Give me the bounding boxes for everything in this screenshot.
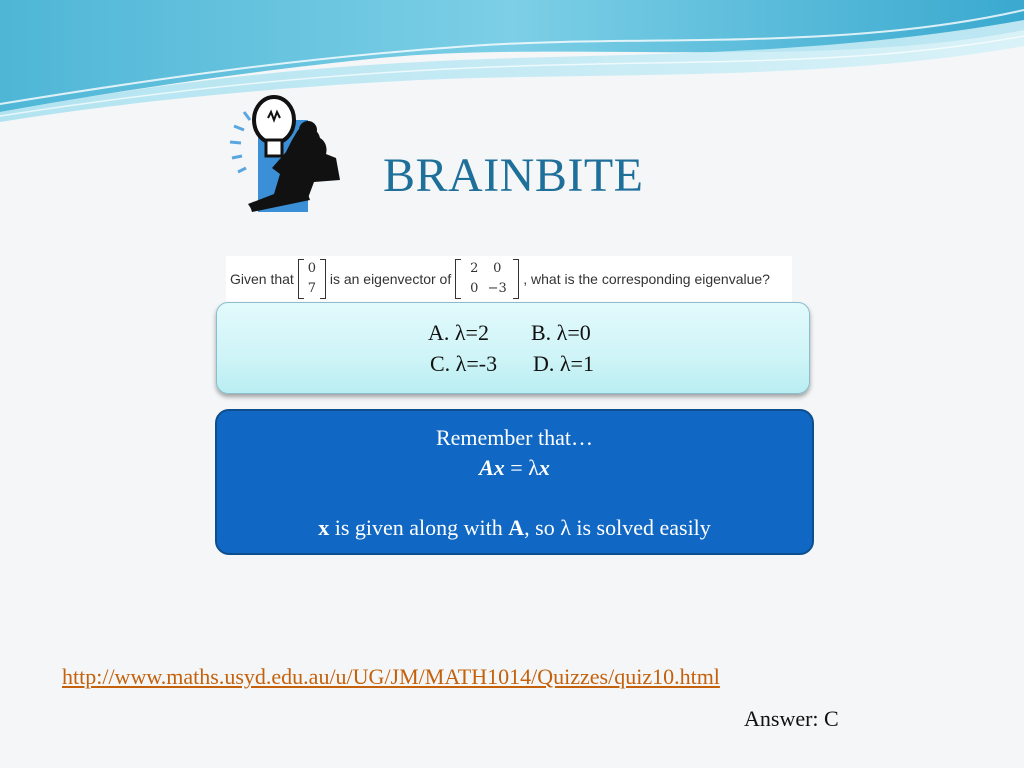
header-wave-decoration (0, 0, 1024, 130)
choice-c: C. λ=-3 (430, 351, 498, 376)
question-image (226, 256, 792, 302)
hint-x-bold: x (318, 515, 330, 540)
choice-d: D. λ=1 (533, 351, 594, 376)
source-link[interactable]: http://www.maths.usyd.edu.au/u/UG/JM/MATH1014/Quizzes/quiz10.html (62, 664, 720, 689)
question-text-after: , what is the corresponding eigenvalue? (523, 271, 770, 287)
vector-entry: 0 (307, 261, 316, 276)
hint-intro: Remember that… (435, 425, 593, 450)
hint-box (215, 409, 814, 555)
matrix-entry: 2 (470, 261, 479, 276)
equation-lambda: λ (528, 455, 539, 480)
hint-equation (217, 455, 812, 481)
choice-a: A. λ=2 (428, 320, 489, 345)
equation-rhs: x (538, 455, 550, 480)
coefficient-matrix (455, 259, 519, 299)
matrix-entry: 0 (470, 281, 479, 296)
matrix-entry: 0 (493, 261, 502, 276)
answer-text: Answer: C (744, 706, 839, 731)
hint-explanation: x is given along with A, so λ is solved easily (318, 515, 711, 540)
question-text-before: Given that (230, 271, 294, 287)
hint-A-bold: A (508, 515, 525, 540)
vector-entry: 7 (307, 281, 316, 296)
lightbulb-thinker-icon (228, 90, 350, 214)
matrix-entry: −3 (487, 281, 507, 296)
choice-b: B. λ=0 (531, 320, 591, 345)
answer-choices-box (216, 302, 810, 394)
question-text-middle: is an eigenvector of (329, 271, 452, 287)
equation-operator: = (510, 455, 523, 480)
equation-lhs: Ax (479, 455, 505, 480)
slide-title: BRAINBITE (383, 149, 644, 202)
eigenvector-matrix (298, 259, 326, 299)
